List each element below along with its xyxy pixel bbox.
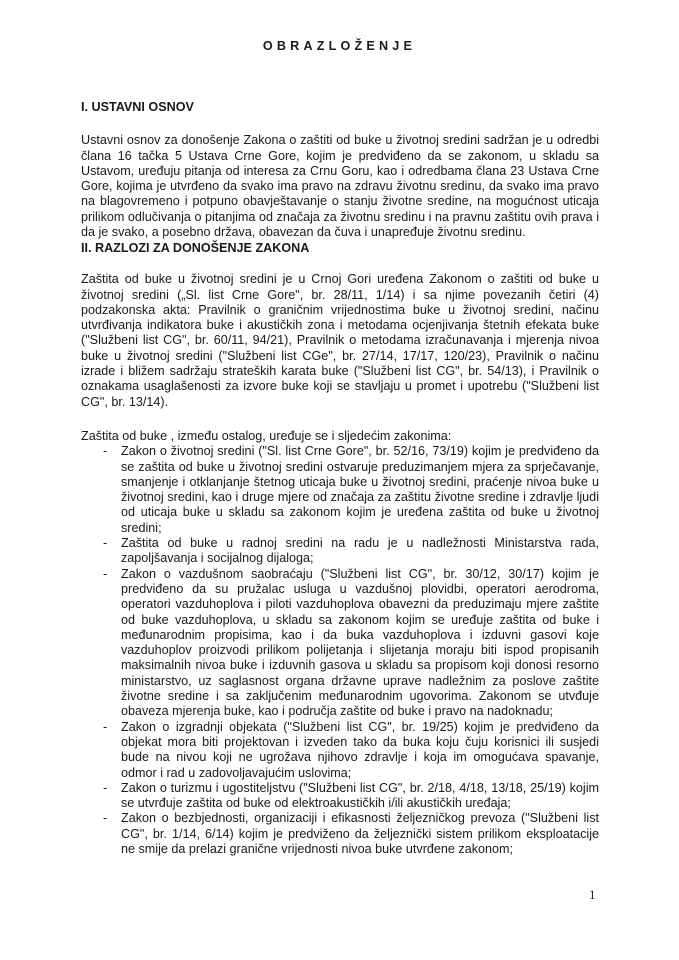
list-item bbox=[81, 444, 599, 536]
document-title: OBRAZLOŽENJE bbox=[262, 39, 417, 53]
bullet-dash: - bbox=[103, 536, 108, 551]
list-intro: Zaštita od buke , između ostalog, uređuje se i sljedećim zakonima: bbox=[81, 429, 452, 443]
laws-list-section bbox=[81, 429, 599, 857]
list-item-text: Zakon o vazdušnom saobraćaju ("Službeni list CG", br. 30/12, 30/17) kojim je predviđeno da su pružalac usluga u vazdušnoj plovidbi, operatori aerodroma, operatori vazduhoplova i piloti vazduhoplova obavezni da preduzimaju mjere zaštite od buke vazduhoplova, u skladu sa zakonom kojim se uređuje zaštita od buke i međunarodnim propisima, kao i da buka vazduhoplova i izduvni gasovi koje vazduhoplov proizvodi prilikom polijetanja i slijetanja moraju biti ispod propisanih maksimalnih nivoa buke i izduvnih gasova u skladu sa propisom koji donosi resorno ministarstvo, uz saglasnost organa državne uprave nadležnim za poslove zaštite životne sredine i sa zaključenim međunarodnim ugovorima. Zakonom se utvđuje obaveza mjerenja buke, kao i područja zaštite od buke i pravo na nadoknadu; bbox=[121, 566, 599, 719]
list-item-text: Zakon o izgradnji objekata ("Službeni list CG", br. 19/25) kojim je predviđeno da objekat mora biti projektovan i izveden tako da buka koju čuju korisnici ili susjedi bude na nivou koji ne ugrožava njihovo zdravlje i koja im omogućava spavanje, odmor i rad u zadovoljavajućim uslovima; bbox=[121, 719, 599, 780]
list-item-text: Zaštita od buke u radnoj sredini na radu je u nadležnosti Ministarstva rada, zapoljšavanja i socijalnog dijaloga; bbox=[121, 536, 599, 566]
list-item-text: Zakon o životnoj sredini ("Sl. list Crne Gore", br. 52/16, 73/19) kojim je predviđeno da se zaštita od buke u životnoj sredini ostvaruje preduzimanjem mjera za sprječavanje, smanjenje i otklanjanje štetnog uticaja buke u životnoj sredini, praćenje nivoa buke u životnoj sredini, kao i druge mjere od značaja za zaštitu životne sredine i zdravlje ljudi od uticaja buke u skladu sa zakonom kojim je uređena zaštita od buke u životnoj sredini; bbox=[121, 444, 599, 535]
bullet-dash: - bbox=[103, 811, 108, 826]
section-heading: I. USTAVNI OSNOV bbox=[81, 100, 194, 114]
bullet-dash: - bbox=[103, 780, 108, 795]
list-item bbox=[81, 536, 599, 567]
page-number: 1 bbox=[589, 887, 596, 902]
section-constitutional-basis bbox=[81, 100, 599, 240]
bullet-dash: - bbox=[103, 444, 108, 459]
list-item bbox=[81, 781, 599, 812]
section-heading: II. RAZLOZI ZA DONOŠENJE ZAKONA bbox=[81, 241, 310, 255]
section-paragraph: Ustavni osnov za donošenje Zakona o zaštiti od buke u životnoj sredini sadržan je u odredbi člana 16 tačka 5 Ustava Crne Gore, kojim je predviđeno da se zakonom, u skladu sa Ustavom, uređuju pitanja od interesa za Crnu Goru, kao i odredbama člana 23 Ustava Crne Gore, kojima je utvrđeno da svako ima pravo na zdravu životnu sredinu, da svako ima pravo na blagovremeno i potpuno obavještavanje o stanju životne sredine, na mogućnost uticaja prilikom odlučivanja o pitanjima od značaja za životnu sredinu i na pravnu zaštitu ovih prava i da je svako, a posebno država, obavezan da čuva i unapređuje životnu sredinu. bbox=[81, 133, 599, 240]
bullet-dash: - bbox=[103, 566, 108, 581]
section-reasons bbox=[81, 241, 599, 410]
list-item-text: Zakon o turizmu i ugostiteljstvu ("Službeni list CG", br. 2/18, 4/18, 13/18, 25/19) kojim se utvrđuje zaštita od buke od elektroakustičkih i/ili akustičkih uređaja; bbox=[121, 780, 599, 811]
section-paragraph: Zaštita od buke u životnoj sredini je u Crnoj Gori uređena Zakonom o zaštiti od buke u životnoj sredini („Sl. list Crne Gore", br. 28/11, 1/14) i sa njime povezanih četiri (4) podzakonska akta: Pravilnik o graničnim vrijednostima buke u životnoj sredini, načinu utvrđivanja indikatora buke i akustičkih zona i metodama ocjenjivanja štetnih efekata buke ("Službeni list CG", br. 60/11, 94/21), Pravilnik o metodama izračunavanja i mjerenja nivoa buke u životnoj sredini ("Službeni list CGe", br. 27/14, 17/17, 120/23), Pravilnik o načinu izrade i bližem sadržaju strateških karata buke ("Službeni list CG", br. 54/13), i Pravilnik o oznakama usaglašenosti za izvore buke koji se stavljaju u promet i upotrebu ("Službeni list CG", br. 13/14). bbox=[81, 272, 599, 409]
laws-list bbox=[81, 444, 599, 857]
list-item-text: Zakon o bezbjednosti, organizaciji i efikasnosti željezničkog prevoza ("Službeni list CG", br. 1/14, 6/14) kojim je predviženo da željeznički sistem prilikom eksploatacije ne smije da prelazi granične vrijednosti nivoa buke utvrđene zakonom; bbox=[121, 811, 599, 857]
list-item bbox=[81, 720, 599, 781]
list-item bbox=[81, 567, 599, 720]
list-item bbox=[81, 811, 599, 857]
bullet-dash: - bbox=[103, 719, 108, 734]
